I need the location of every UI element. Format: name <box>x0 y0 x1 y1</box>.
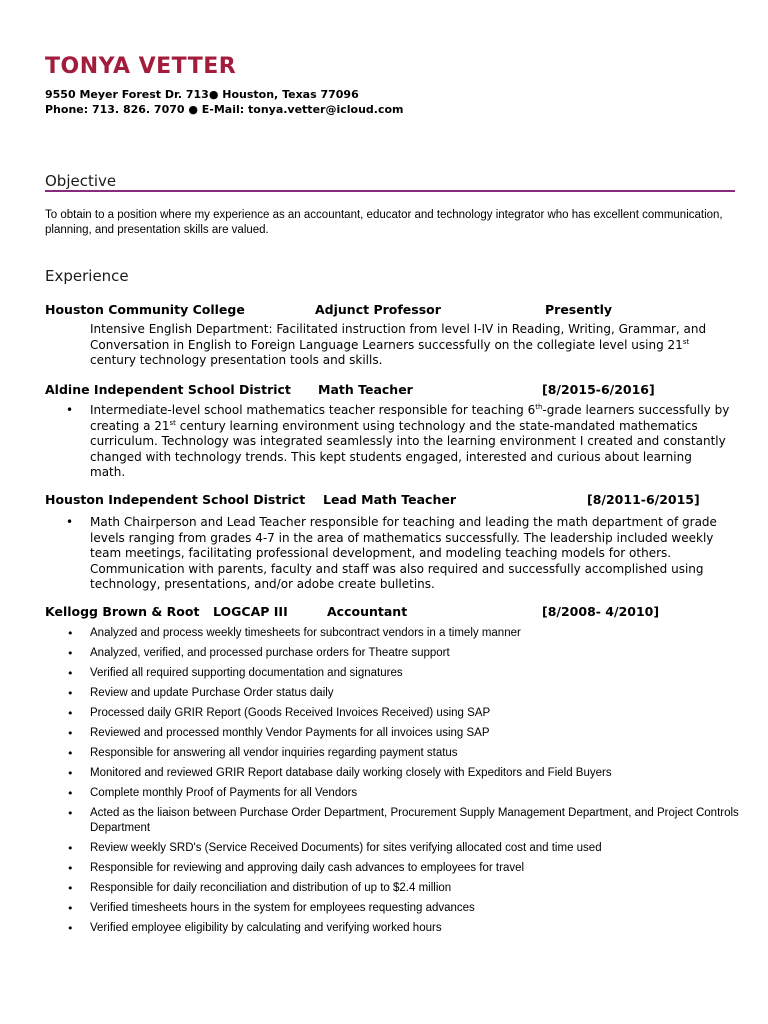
employer-name: Kellogg Brown & Root <box>45 604 200 619</box>
list-item: • Verified employee eligibility by calculating and verifying worked hours <box>62 921 742 936</box>
list-item: • Verified all required supporting documentation and signatures <box>62 666 742 681</box>
job-dates: [8/2008- 4/2010] <box>542 604 660 619</box>
list-item: • Review weekly SRD's (Service Received Documents) for sites verifying allocated cost and time used <box>62 841 742 856</box>
bullet-icon: • <box>66 515 74 529</box>
list-item: • Reviewed and processed monthly Vendor Payments for all invoices using SAP <box>62 726 742 741</box>
job-title: Math Teacher <box>318 382 413 397</box>
employer-name: Aldine Independent School District <box>45 382 291 397</box>
list-item: • Complete monthly Proof of Payments for all Vendors <box>62 786 742 801</box>
list-item: • Analyzed, verified, and processed purchase orders for Theatre support <box>62 646 742 661</box>
list-item: • Review and update Purchase Order status daily <box>62 686 742 701</box>
job-title: Accountant <box>327 604 408 619</box>
objective-text: To obtain to a position where my experience as an accountant, educator and technology integrator who has excellent communication, planning, and presentation skills are valued. <box>45 209 723 236</box>
objective-heading: Objective <box>45 172 117 190</box>
program-name: LOGCAP III <box>213 604 288 619</box>
experience-heading: Experience <box>45 267 129 285</box>
job-title: Adjunct Professor <box>315 302 441 317</box>
section-divider <box>45 190 735 192</box>
job-description-aldine: Intermediate-level school mathematics teacher responsible for teaching 6th-grade learners successfully by creating a 21st century learning environment using technology and the state-mandated mathematics curriculum. Technology was integrated seamlessly into the learning environment I created and constantly changed with technology trends. This kept students engaged, interested and curious about learning math. <box>90 403 730 479</box>
duties-list <box>62 626 742 936</box>
job-description-hisd: Math Chairperson and Lead Teacher responsible for teaching and leading the math department of grade levels ranging from grades 4-7 in the area of mathematics successfully. The leadership included weekly team meetings, facilitating professional development, and modeling teaching models for others. Communication with parents, faculty and staff was also required and successfully accomplished using technology, presentations, and/or adobe create bulletins. <box>90 515 717 591</box>
list-item: • Processed daily GRIR Report (Goods Received Invoices Received) using SAP <box>62 706 742 721</box>
list-item: • Responsible for answering all vendor inquiries regarding payment status <box>62 746 742 761</box>
list-item: • Monitored and reviewed GRIR Report database daily working closely with Expeditors and Field Buyers <box>62 766 742 781</box>
job-description-hcc: Intensive English Department: Facilitated instruction from level I-IV in Reading, Writing, Grammar, and Conversation in English to Foreign Language Learners successfully on the collegiate level using 21st century technology presentation tools and skills. <box>90 322 707 367</box>
list-item: • Analyzed and process weekly timesheets for subcontract vendors in a timely manner <box>62 626 742 641</box>
employer-name: Houston Community College <box>45 302 245 317</box>
job-dates: Presently <box>545 302 613 317</box>
employer-name: Houston Independent School District <box>45 492 306 507</box>
list-item: • Responsible for daily reconciliation and distribution of up to $2.4 million <box>62 881 742 896</box>
address-line: 9550 Meyer Forest Dr. 713● Houston, Texas 77096 <box>45 88 359 101</box>
job-dates: [8/2011-6/2015] <box>587 492 700 507</box>
job-header-hisd <box>45 492 735 508</box>
job-header-kbr <box>45 604 735 620</box>
list-item: • Verified timesheets hours in the system for employees requesting advances <box>62 901 742 916</box>
list-item: • Responsible for reviewing and approving daily cash advances to employees for travel <box>62 861 742 876</box>
job-title: Lead Math Teacher <box>323 492 457 507</box>
contact-line: Phone: 713. 826. 7070 ● E-Mail: tonya.vetter@icloud.com <box>45 103 404 116</box>
candidate-name: TONYA VETTER <box>45 54 237 79</box>
job-header-hcc <box>45 302 735 318</box>
job-dates: [8/2015-6/2016] <box>542 382 655 397</box>
bullet-icon: • <box>66 403 74 417</box>
list-item: • Acted as the liaison between Purchase Order Department, Procurement Supply Management Department, and Project Controls Department <box>62 806 742 836</box>
job-header-aldine <box>45 382 735 398</box>
